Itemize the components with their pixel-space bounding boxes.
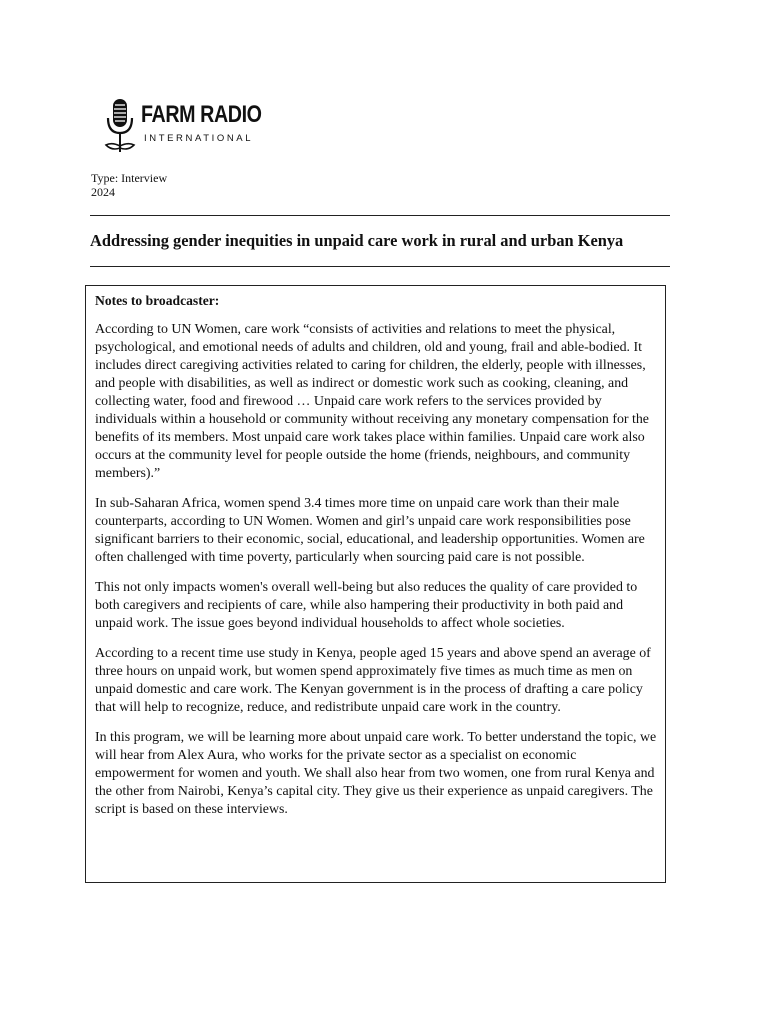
notes-paragraph: According to UN Women, care work “consists of activities and relations to meet the physical, psychological, and emotional needs of adults and children, old and young, frail and able-bodied. It includes direct caregiving activities related to caring for children, the elderly, people with illnesses, and people with disabilities, as well as indirect or domestic work such as cooking, cleaning, and collecting water, food and firewood … Unpaid care work refers to the services provided by individuals within a household or community without receiving any monetary compensation for the benefits of its members. Most unpaid care work takes place within families. Unpaid care work also occurs at the community level for people outside the home (friends, neighbours, and community members).” (95, 322, 649, 481)
notes-paragraph: In sub-Saharan Africa, women spend 3.4 times more time on unpaid care work than their male counterparts, according to UN Women. Women and girl’s unpaid care work responsibilities pose significant barriers to their economic, social, educational, and leadership opportunities. Women are often challenged with time poverty, particularly when sourcing paid care is not possible. (95, 496, 645, 565)
notes-paragraph: In this program, we will be learning more about unpaid care work. To better understand the topic, we will hear from Alex Aura, who works for the private sector as a specialist on economic empowerment for women and youth. We shall also hear from two women, one from rural Kenya and the other from Nairobi, Kenya’s capital city. They give us their experience as unpaid caregivers. The script is based on these interviews. (95, 730, 657, 817)
document-meta (91, 171, 167, 199)
notes-paragraph: This not only impacts women's overall well-being but also reduces the quality of care provided to both caregivers and recipients of care, while also hampering their productivity in both paid and unpaid work. The issue goes beyond individual households to affect whole societies. (95, 580, 638, 631)
top-divider (90, 215, 670, 216)
bottom-divider (90, 266, 670, 267)
notes-paragraph: According to a recent time use study in Kenya, people aged 15 years and above spend an average of three hours on unpaid work, but women spend approximately five times as much time as men on unpaid domestic and care work. The Kenyan government is in the process of drafting a care policy that will help to recognize, reduce, and redistribute unpaid care work in the country. (95, 646, 651, 715)
logo-title: FARM RADIO (141, 101, 262, 128)
document-type: Type: Interview (91, 171, 168, 185)
microphone-plant-icon (103, 98, 139, 154)
notes-heading: Notes to broadcaster: (95, 293, 220, 308)
farm-radio-logo (103, 98, 273, 156)
notes-to-broadcaster-box (85, 285, 666, 883)
logo-subtitle: INTERNATIONAL (144, 133, 254, 144)
document-year: 2024 (91, 185, 115, 199)
document-title: Addressing gender inequities in unpaid care work in rural and urban Kenya (90, 231, 624, 250)
